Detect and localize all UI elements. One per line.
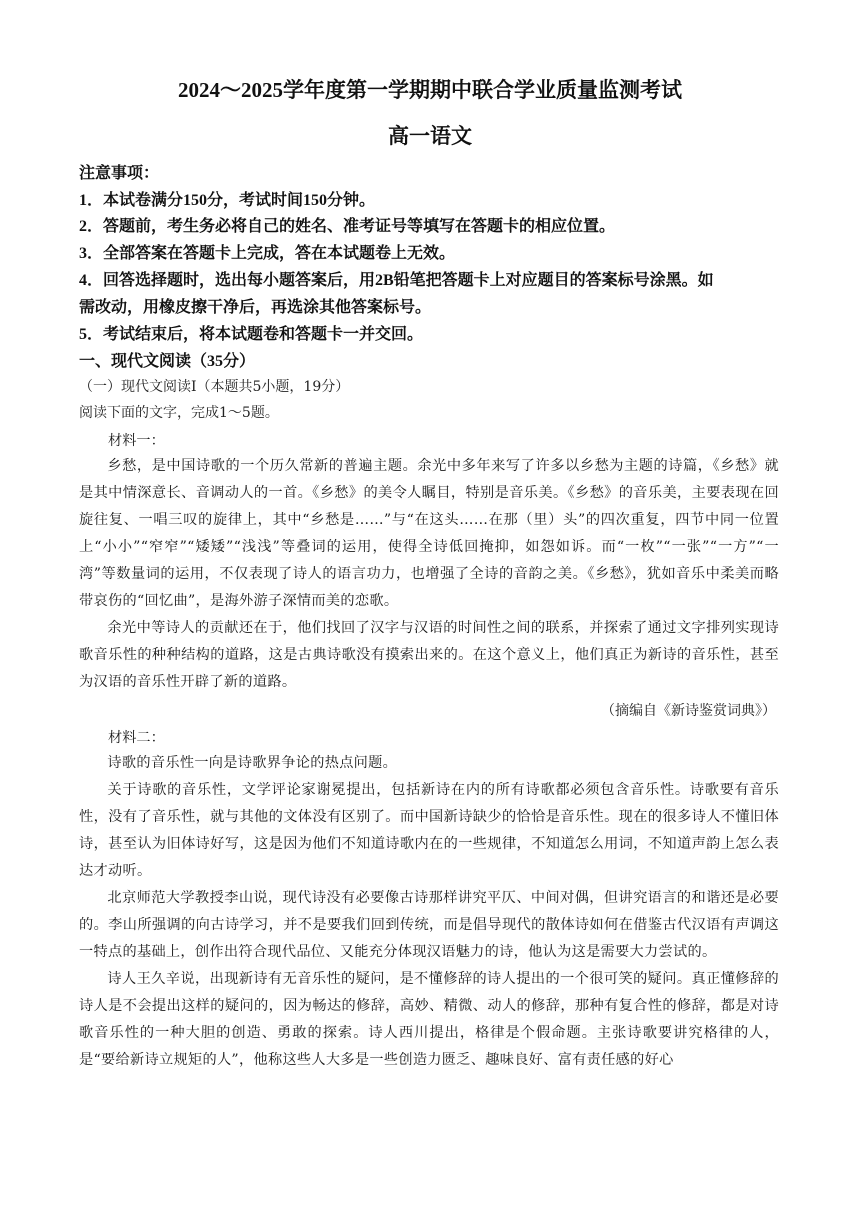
notice-item: 3．全部答案在答题卡上完成，答在本试题卷上无效。 (79, 245, 456, 262)
paragraph: 北京师范大学教授李山说，现代诗没有必要像古诗那样讲究平仄、中间对偶，但讲究语言的和谐还是必要的。李山所强调的向古诗学习，并不是要我们回到传统，而是倡导现代的散体诗如何在借鉴古代汉语有声调这一特点的基础上，创作出符合现代品位、又能充分体现汉语魅力的诗，他认为这是需要大力尝试的。 (79, 890, 779, 960)
paragraph: 诗歌的音乐性一向是诗歌界争论的热点问题。 (107, 755, 398, 771)
notice-heading: 注意事项： (79, 165, 160, 182)
section-instruction: 阅读下面的文字，完成1～5题。 (79, 405, 279, 421)
material-one-text (79, 453, 779, 696)
material-two-label: 材料二： (108, 730, 165, 746)
paragraph: 乡愁，是中国诗歌的一个历久常新的普遍主题。余光中多年来写了许多以乡愁为主题的诗篇，《乡愁》就是其中情深意长、音调动人的一首。《乡愁》的美令人瞩目，特别是音乐美。《乡愁》的音乐美，主要表现在回旋往复、一唱三叹的旋律上，其中“乡愁是……”与“在这头……在那（里）头”的四次重复，四节中同一位置上“小小”“窄窄”“矮矮”“浅浅”等叠词的运用，使得全诗低回掩抑，如怨如诉。而“一枚”“一张”“一方”“一湾”等数量词的运用，不仅表现了诗人的语言功力，也增强了全诗的音韵之美。《乡愁》，犹如音乐中柔美而略带哀伤的“回忆曲”，是海外游子深情而美的恋歌。 (79, 458, 779, 609)
subject-title: 高一语文 (388, 124, 472, 148)
notice-item: 2．答题前，考生务必将自己的姓名、准考证号等填写在答题卡的相应位置。 (79, 218, 616, 235)
notice-item: 需改动，用橡皮擦干净后，再选涂其他答案标号。 (79, 299, 432, 316)
notice-item: 1．本试卷满分150分，考试时间150分钟。 (79, 192, 376, 209)
paragraph: 余光中等诗人的贡献还在于，他们找回了汉字与汉语的时间性之间的联系，并探索了通过文字排列实现诗歌音乐性的种种结构的道路，这是古典诗歌没有摸索出来的。在这个意义上，他们真正为新诗的音乐性，甚至为汉语的音乐性开辟了新的道路。 (79, 620, 779, 690)
material-one-source: （摘编自《新诗鉴赏词典》） (601, 703, 776, 719)
material-one-label: 材料一： (108, 433, 165, 449)
notice-item: 4．回答选择题时，选出每小题答案后，用2B铅笔把答题卡上对应题目的答案标号涂黑。如 (79, 272, 714, 289)
exam-title: 2024～2025学年度第一学期期中联合学业质量监测考试 (178, 78, 682, 102)
section-subtitle: （一）现代文阅读Ⅰ（本题共5小题，19分） (79, 379, 350, 395)
notice-item: 5．考试结束后，将本试题卷和答题卡一并交回。 (79, 326, 424, 343)
paragraph: 诗人王久辛说，出现新诗有无音乐性的疑问，是不懂修辞的诗人提出的一个很可笑的疑问。真正懂修辞的诗人是不会提出这样的疑问的，因为畅达的修辞，高妙、精微、动人的修辞，那种有复合性的修辞，都是对诗歌音乐性的一种大胆的创造、勇敢的探索。诗人西川提出，格律是个假命题。主张诗歌要讲究格律的人，是“要给新诗立规矩的人”，他称这些人大多是一些创造力匮乏、趣味良好、富有责任感的好心 (79, 971, 779, 1068)
section-title: 一、现代文阅读（35分） (79, 353, 256, 370)
paragraph: 关于诗歌的音乐性，文学评论家谢冕提出，包括新诗在内的所有诗歌都必须包含音乐性。诗歌要有音乐性，没有了音乐性，就与其他的文体没有区别了。而中国新诗缺少的恰恰是音乐性。现在的很多诗人不懂旧体诗，甚至认为旧体诗好写，这是因为他们不知道诗歌内在的一些规律，不知道怎么用词，不知道声韵上怎么表达才动听。 (79, 782, 779, 879)
material-two-text (79, 750, 779, 1074)
